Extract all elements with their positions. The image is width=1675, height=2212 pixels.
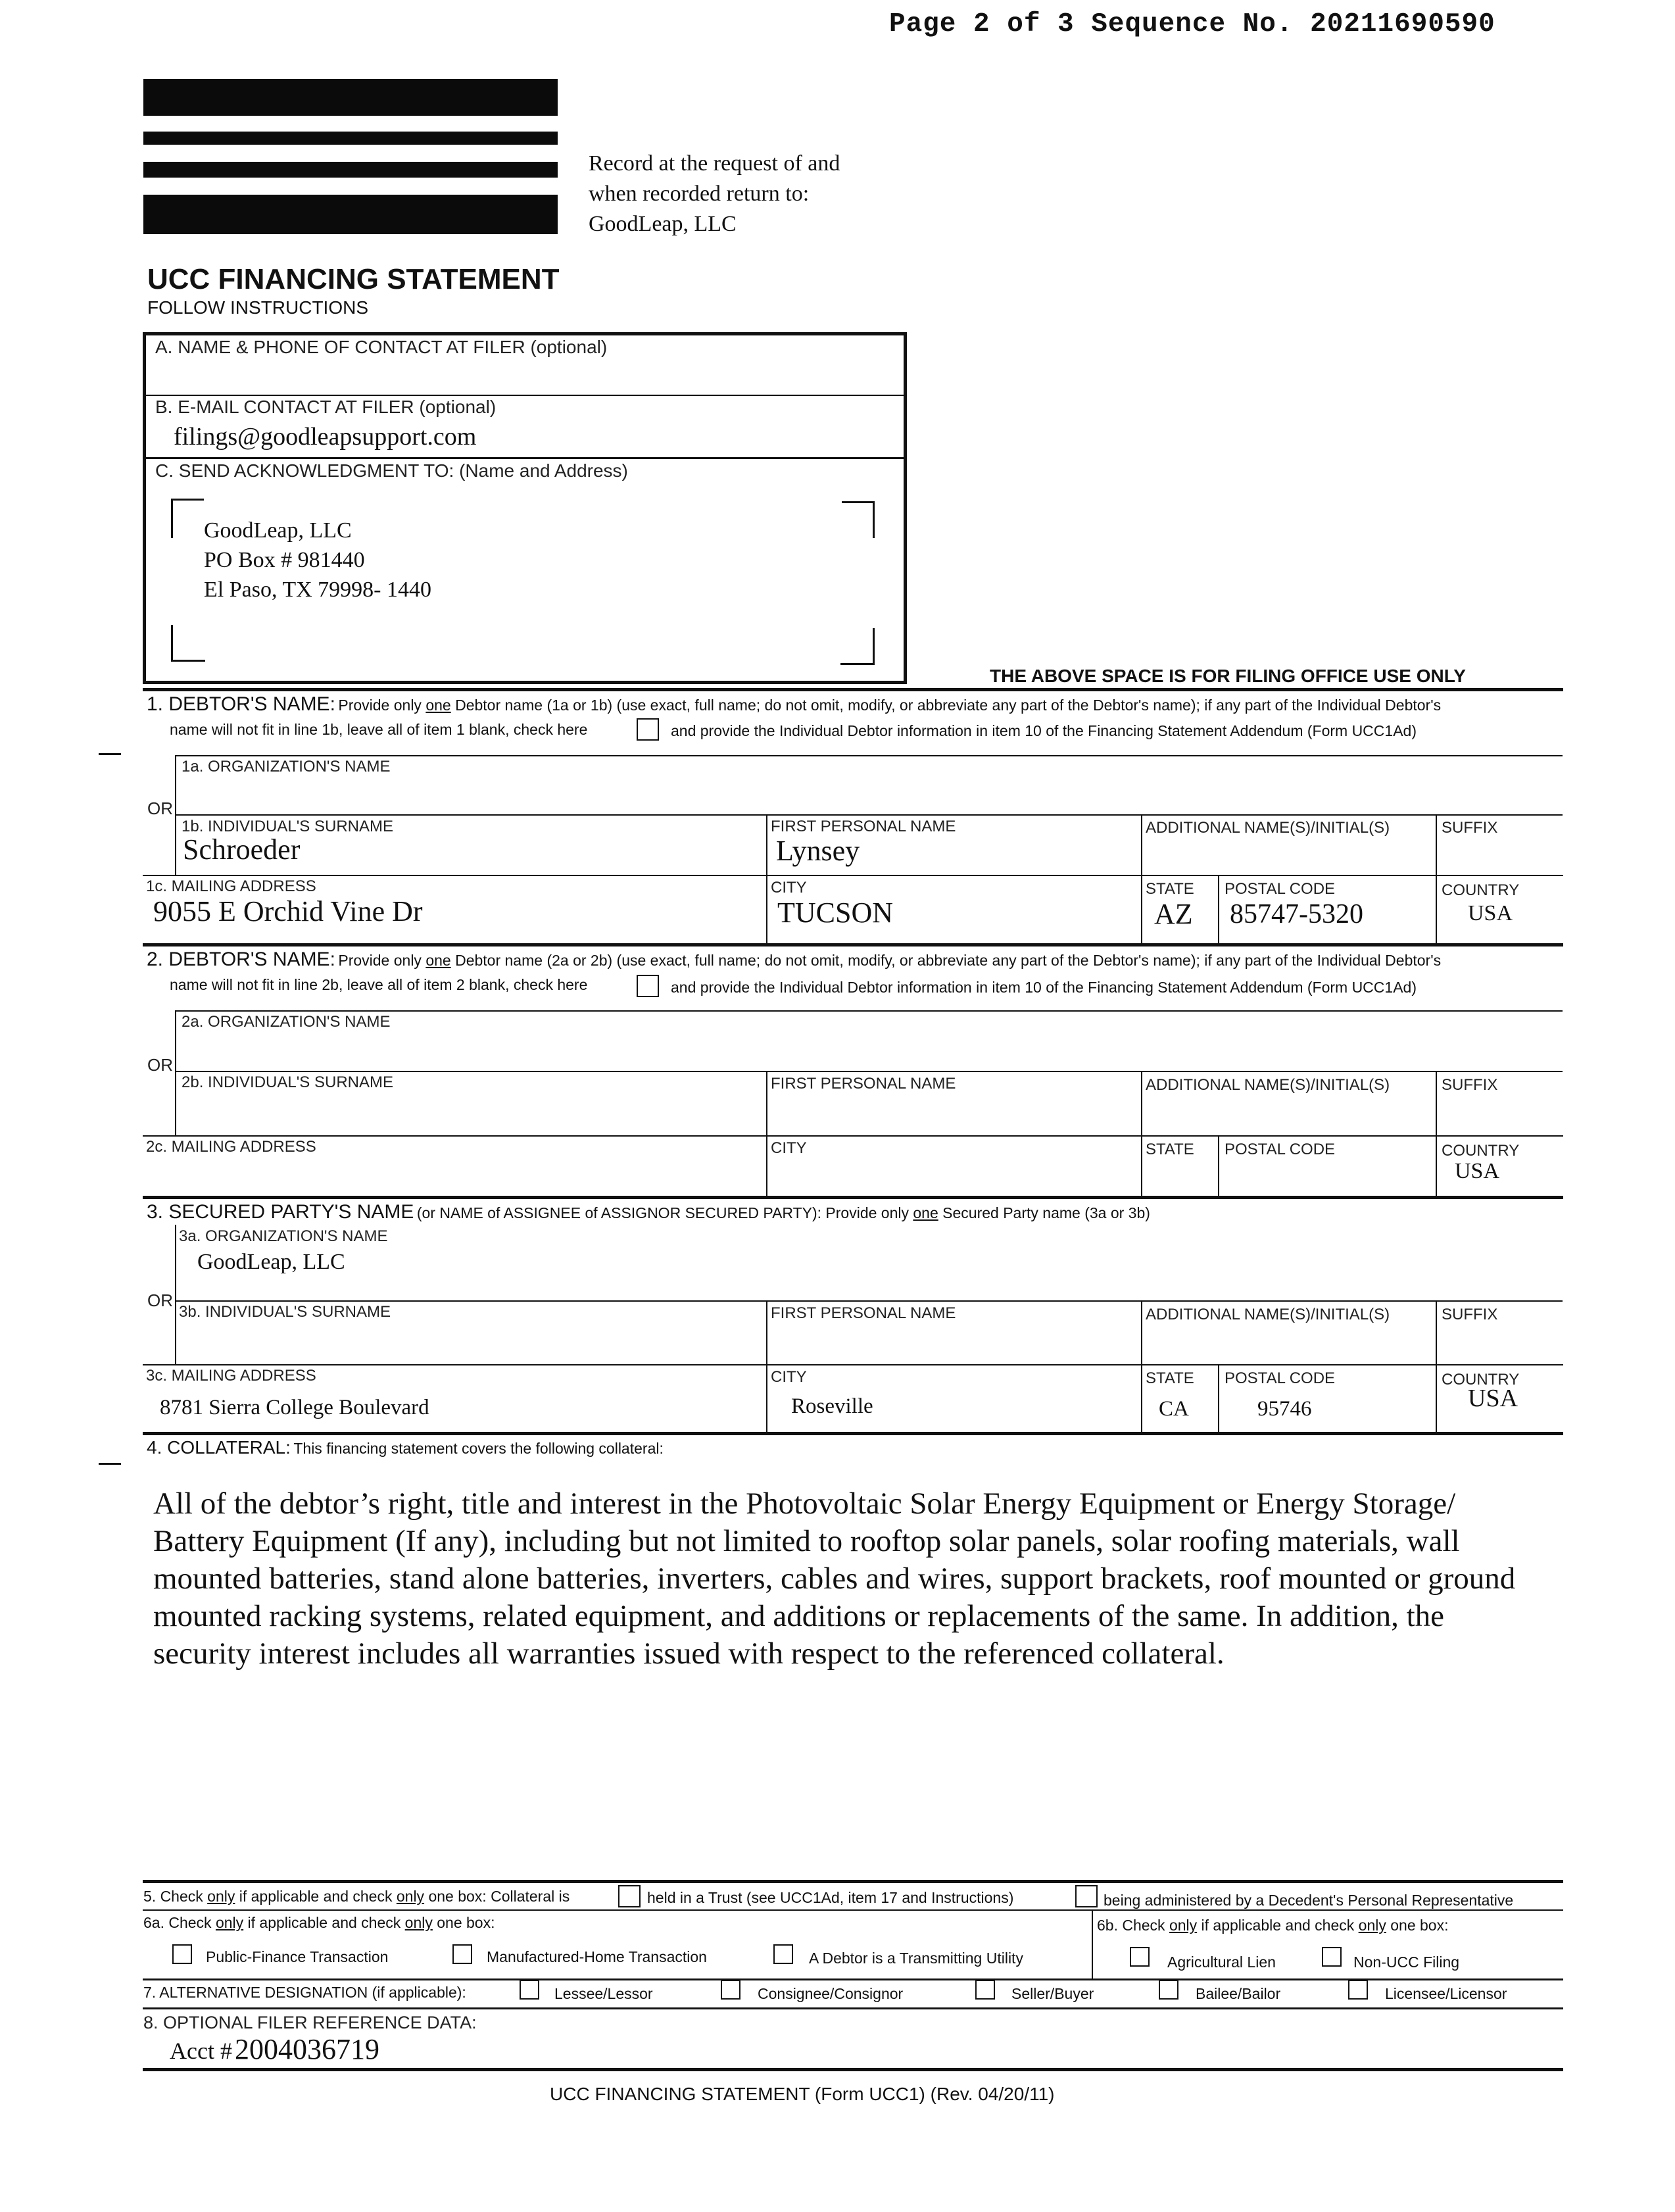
debtor2-addl-label: ADDITIONAL NAME(S)/INITIAL(S) — [1146, 1076, 1390, 1094]
debtor1-country-label: COUNTRY — [1442, 881, 1520, 899]
debtor1-first[interactable]: Lynsey — [776, 835, 860, 867]
lessee-label: Lessee/Lessor — [554, 1985, 653, 2002]
debtor1-postal-label: POSTAL CODE — [1225, 880, 1336, 898]
debtor1-mail-label: 1c. MAILING ADDRESS — [146, 877, 316, 895]
section-a-field[interactable] — [155, 362, 892, 391]
debtor1-suffix-field[interactable] — [1442, 839, 1560, 872]
record-note-line: when recorded return to: — [589, 182, 810, 206]
debtor1-instr2-b: and provide the Individual Debtor information in item 10 of the Financing Statement Addendum (Form UCC1Ad) — [671, 722, 1417, 739]
secured-org[interactable]: GoodLeap, LLC — [197, 1250, 345, 1274]
seller-label: Seller/Buyer — [1011, 1985, 1094, 2002]
debtor1-checkbox[interactable] — [637, 718, 659, 741]
item6a-text — [143, 1914, 495, 1932]
filing-office-note: THE ABOVE SPACE IS FOR FILING OFFICE USE ONLY — [990, 666, 1466, 686]
consignee-label: Consignee/Consignor — [758, 1985, 904, 2002]
form-title: UCC FINANCING STATEMENT — [147, 263, 560, 295]
debtor1-state[interactable]: AZ — [1154, 898, 1193, 930]
secured-first-field[interactable] — [771, 1323, 1136, 1360]
licensee-label: Licensee/Licensor — [1385, 1985, 1507, 2002]
item6a-text-b: if applicable and check — [243, 1914, 405, 1931]
manufactured-home-label: Manufactured-Home Transaction — [487, 1948, 707, 1965]
item5-only2: only — [396, 1888, 425, 1905]
debtor1-addl-field[interactable] — [1146, 839, 1428, 872]
secured-suffix-field[interactable] — [1442, 1325, 1560, 1360]
section-b-label: B. E-MAIL CONTACT AT FILER (optional) — [155, 397, 497, 417]
debtor2-first-label: FIRST PERSONAL NAME — [771, 1075, 956, 1093]
item6b-text — [1097, 1917, 1449, 1934]
debtor2-surname-field[interactable] — [182, 1092, 760, 1131]
debtor1-state-label: STATE — [1146, 880, 1194, 898]
debtor1-instr2-a: name will not fit in line 1b, leave all of item 1 blank, check here — [170, 721, 588, 738]
debtor1-addl-label: ADDITIONAL NAME(S)/INITIAL(S) — [1146, 819, 1390, 837]
secured-heading-b: Secured Party name (3a or 3b) — [938, 1204, 1150, 1221]
debtor2-or-label: OR — [147, 1055, 173, 1075]
transmitting-utility-checkbox[interactable] — [773, 1944, 793, 1964]
debtor1-suffix-label: SUFFIX — [1442, 819, 1498, 837]
item5-opt1-label: held in a Trust (see UCC1Ad, item 17 and Instructions) — [647, 1889, 1014, 1906]
item7-label: 7. ALTERNATIVE DESIGNATION (if applicable): — [143, 1984, 466, 2001]
debtor2-city-label: CITY — [771, 1139, 807, 1157]
debtor2-instr-a: Provide only — [338, 952, 426, 969]
secured-postal[interactable]: 95746 — [1257, 1397, 1312, 1421]
form-footer: UCC FINANCING STATEMENT (Form UCC1) (Rev. 04/20/11) — [550, 2084, 1055, 2104]
secured-state-label: STATE — [1146, 1369, 1194, 1387]
secured-or-label: OR — [147, 1290, 173, 1310]
secured-heading-only: one — [913, 1204, 938, 1221]
follow-instructions: FOLLOW INSTRUCTIONS — [147, 297, 369, 318]
item5-text-a: 5. Check — [143, 1888, 208, 1905]
seller-checkbox[interactable] — [975, 1980, 995, 2000]
bailee-checkbox[interactable] — [1159, 1980, 1178, 2000]
debtor2-mail-field[interactable] — [146, 1158, 761, 1194]
collateral-description — [153, 1485, 1515, 1673]
debtor2-first-field[interactable] — [771, 1093, 1136, 1131]
section-c-label: C. SEND ACKNOWLEDGMENT TO: (Name and Address) — [155, 460, 628, 481]
debtor2-heading — [147, 948, 1441, 971]
debtor1-instr-b: Debtor name (1a or 1b) (use exact, full name; do not omit, modify, or abbreviate any part of the Debtor's name); if any part of the Individual Debtor's — [450, 697, 1442, 714]
item8-value-row[interactable] — [170, 2032, 379, 2066]
record-note-line: GoodLeap, LLC — [589, 212, 737, 236]
debtor2-checkbox[interactable] — [637, 975, 659, 997]
debtor1-postal[interactable]: 85747-5320 — [1230, 899, 1363, 929]
item5-text — [143, 1888, 570, 1905]
secured-heading-num: 3. SECURED PARTY'S NAME — [147, 1201, 414, 1223]
collateral-line: mounted batteries, stand alone batteries, inverters, cables and wires, support brackets, roof mounted or ground — [153, 1561, 1516, 1596]
collateral-heading-num: 4. COLLATERAL: — [147, 1437, 291, 1458]
item6b-only: only — [1169, 1917, 1198, 1934]
debtor1-surname[interactable]: Schroeder — [183, 833, 301, 866]
item6a-text-c: one box: — [432, 1914, 495, 1931]
bailee-label: Bailee/Bailor — [1196, 1985, 1281, 2002]
record-note — [589, 149, 840, 239]
debtor2-instr2-b: and provide the Individual Debtor information in item 10 of the Financing Statement Addendum (Form UCC1Ad) — [671, 979, 1417, 996]
collateral-line: security interest includes all warranties issued with respect to the referenced collateral. — [153, 1636, 1225, 1671]
agricultural-lien-checkbox[interactable] — [1130, 1947, 1150, 1967]
debtor2-heading-num: 2. DEBTOR'S NAME: — [147, 948, 335, 970]
debtor1-heading-num: 1. DEBTOR'S NAME: — [147, 693, 335, 715]
collateral-line: All of the debtor’s right, title and interest in the Photovoltaic Solar Energy Equipment or Energy Storage/ — [153, 1487, 1456, 1521]
ack-address-line: El Paso, TX 79998- 1440 — [204, 578, 431, 602]
transmitting-utility-label: A Debtor is a Transmitting Utility — [809, 1950, 1023, 1967]
secured-surname-label: 3b. INDIVIDUAL'S SURNAME — [179, 1303, 391, 1321]
secured-postal-label: POSTAL CODE — [1225, 1369, 1336, 1387]
debtor1-org-field[interactable] — [182, 776, 1556, 809]
secured-country-label: COUNTRY — [1442, 1371, 1520, 1389]
item6b-only2: only — [1358, 1917, 1386, 1934]
secured-city[interactable]: Roseville — [791, 1394, 873, 1418]
debtor1-city[interactable]: TUCSON — [777, 897, 894, 929]
item8-label: 8. OPTIONAL FILER REFERENCE DATA: — [143, 2013, 477, 2032]
item6a-text-a: 6a. Check — [143, 1914, 216, 1931]
collateral-line: Battery Equipment (If any), including but not limited to rooftop solar panels, solar roofing materials, wall — [153, 1524, 1460, 1558]
licensee-checkbox[interactable] — [1348, 1980, 1368, 2000]
secured-heading — [147, 1201, 1150, 1223]
collateral-heading — [147, 1437, 664, 1458]
debtor1-heading — [147, 693, 1441, 716]
email-field[interactable]: filings@goodleapsupport.com — [174, 423, 477, 451]
item8-prefix: Acct # — [170, 2038, 232, 2064]
secured-addl-field[interactable] — [1146, 1325, 1428, 1360]
item5-text-b: if applicable and check — [235, 1888, 397, 1905]
consignee-checkbox[interactable] — [721, 1980, 740, 2000]
debtor2-postal-label: POSTAL CODE — [1225, 1141, 1336, 1158]
debtor1-first-label: FIRST PERSONAL NAME — [771, 818, 956, 835]
debtor2-org-field[interactable] — [182, 1031, 1556, 1066]
margin-mark — [99, 753, 121, 755]
item5-decedent-checkbox[interactable] — [1075, 1885, 1098, 1907]
debtor2-org-label: 2a. ORGANIZATION'S NAME — [182, 1013, 391, 1031]
public-finance-label: Public-Finance Transaction — [206, 1948, 389, 1965]
lessee-checkbox[interactable] — [520, 1980, 539, 2000]
item6b-text-b: if applicable and check — [1197, 1917, 1359, 1934]
agricultural-lien-label: Agricultural Lien — [1167, 1954, 1276, 1971]
secured-mail-label: 3c. MAILING ADDRESS — [146, 1367, 316, 1385]
section-a-label: A. NAME & PHONE OF CONTACT AT FILER (optional) — [155, 337, 608, 357]
ack-address — [204, 516, 431, 604]
non-ucc-checkbox[interactable] — [1322, 1947, 1342, 1967]
public-finance-checkbox[interactable] — [172, 1944, 192, 1964]
margin-mark — [99, 1463, 121, 1465]
secured-suffix-label: SUFFIX — [1442, 1306, 1498, 1323]
manufactured-home-checkbox[interactable] — [452, 1944, 472, 1964]
debtor2-instr2-a: name will not fit in line 2b, leave all of item 2 blank, check here — [170, 976, 588, 993]
debtor2-state-field[interactable] — [1146, 1159, 1215, 1193]
debtor2-addl-field[interactable] — [1146, 1094, 1428, 1131]
debtor2-country[interactable]: USA — [1455, 1159, 1500, 1183]
debtor1-country[interactable]: USA — [1468, 901, 1513, 925]
debtor1-instr-only: one — [425, 697, 451, 714]
secured-mail[interactable]: 8781 Sierra College Boulevard — [160, 1396, 429, 1419]
secured-city-label: CITY — [771, 1368, 807, 1386]
debtor1-surname-label: 1b. INDIVIDUAL'S SURNAME — [182, 818, 393, 835]
collateral-line: mounted racking systems, related equipment, and additions or replacements of the same. In addition, the — [153, 1599, 1445, 1633]
debtor1-or-label: OR — [147, 799, 173, 818]
secured-org-label: 3a. ORGANIZATION'S NAME — [179, 1227, 388, 1245]
ack-name: GoodLeap, LLC — [204, 518, 352, 543]
debtor1-city-label: CITY — [771, 879, 807, 897]
record-note-line: Record at the request of and — [589, 151, 840, 176]
secured-country[interactable]: USA — [1468, 1385, 1518, 1412]
item6b-text-a: 6b. Check — [1097, 1917, 1169, 1934]
secured-first-label: FIRST PERSONAL NAME — [771, 1304, 956, 1322]
secured-surname-field[interactable] — [179, 1322, 761, 1360]
debtor1-mail[interactable]: 9055 E Orchid Vine Dr — [153, 895, 423, 927]
item6a-only: only — [215, 1914, 244, 1931]
item6b-text-c: one box: — [1386, 1917, 1449, 1934]
item8-value: 2004036719 — [234, 2033, 379, 2065]
secured-state[interactable]: CA — [1159, 1397, 1189, 1421]
non-ucc-label: Non-UCC Filing — [1353, 1954, 1460, 1971]
debtor2-instr-b: Debtor name (2a or 2b) (use exact, full name; do not omit, modify, or abbreviate any part of the Debtor's name); if any part of the Individual Debtor's — [450, 952, 1442, 969]
debtor1-instr-a: Provide only — [338, 697, 426, 714]
collateral-heading-text: This financing statement covers the following collateral: — [293, 1440, 664, 1457]
debtor2-instr-only: one — [425, 952, 451, 969]
debtor2-mail-label: 2c. MAILING ADDRESS — [146, 1138, 316, 1156]
item5-opt2-label: being administered by a Decedent's Personal Representative — [1104, 1892, 1514, 1909]
debtor2-suffix-label: SUFFIX — [1442, 1076, 1498, 1094]
page-header: Page 2 of 3 Sequence No. 20211690590 — [889, 9, 1495, 39]
item5-only: only — [207, 1888, 235, 1905]
secured-heading-a: (or NAME of ASSIGNEE of ASSIGNOR SECURED PARTY): Provide only — [416, 1204, 913, 1221]
debtor2-suffix-field[interactable] — [1442, 1094, 1560, 1131]
item5-text-c: one box: Collateral is — [424, 1888, 570, 1905]
debtor2-state-label: STATE — [1146, 1141, 1194, 1158]
item6a-only2: only — [404, 1914, 433, 1931]
debtor2-postal-field[interactable] — [1225, 1159, 1432, 1193]
ack-address-line: PO Box # 981440 — [204, 548, 365, 572]
debtor2-country-label: COUNTRY — [1442, 1142, 1520, 1160]
debtor1-org-label: 1a. ORGANIZATION'S NAME — [182, 758, 391, 775]
item5-trust-checkbox[interactable] — [618, 1885, 641, 1907]
debtor2-city-field[interactable] — [771, 1158, 1136, 1194]
debtor2-surname-label: 2b. INDIVIDUAL'S SURNAME — [182, 1073, 393, 1091]
secured-addl-label: ADDITIONAL NAME(S)/INITIAL(S) — [1146, 1306, 1390, 1323]
